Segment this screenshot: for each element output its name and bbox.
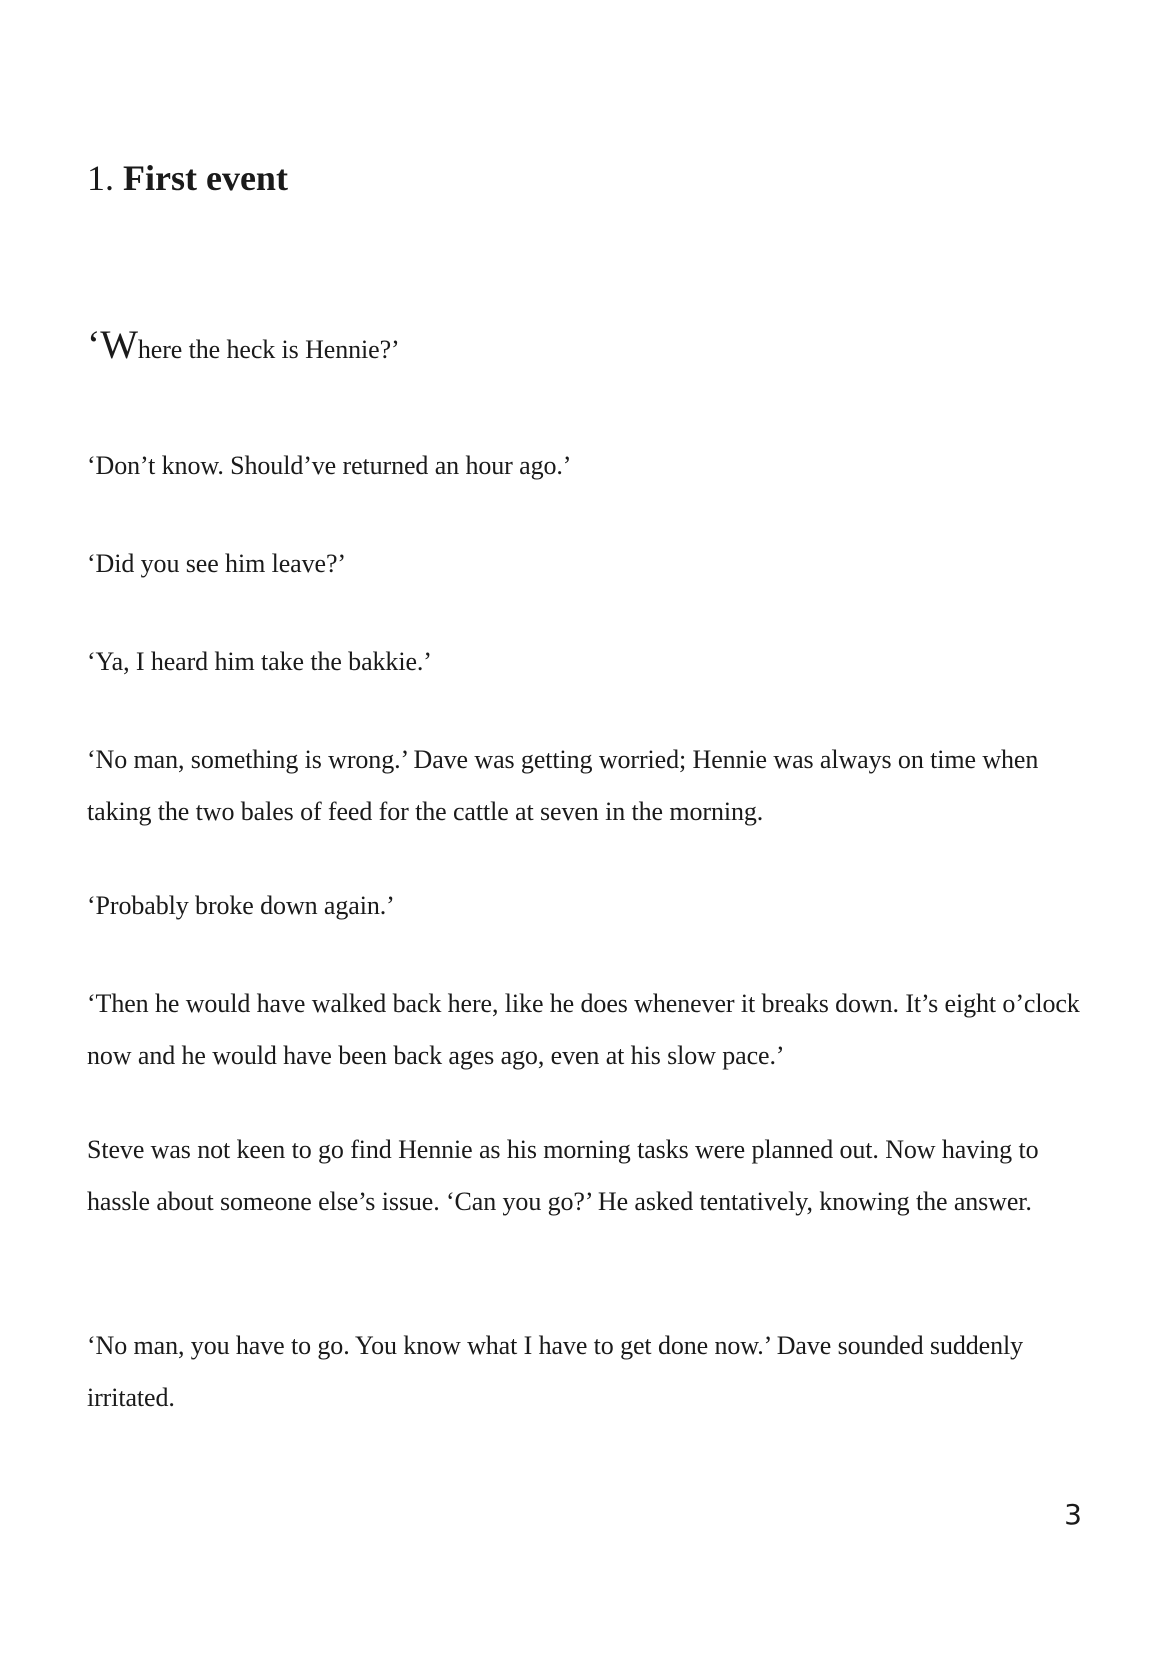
paragraph: ‘Don’t know. Should’ve returned an hour ago.’ (87, 451, 572, 480)
paragraph: ‘Did you see him leave?’ (87, 549, 346, 578)
chapter-heading (87, 156, 288, 200)
paragraph: ‘Ya, I heard him take the bakkie.’ (87, 647, 432, 676)
paragraph: ‘Probably broke down again.’ (87, 891, 395, 920)
opening-text: here the heck is Hennie?’ (137, 335, 400, 364)
paragraph: Steve was not keen to go find Hennie as his morning tasks were planned out. Now having to hassle about someone else’s issue. ‘Can you go?’ He asked tentatively, knowing the answer. (87, 1135, 1039, 1216)
page-number: 3 (1064, 1498, 1082, 1531)
paragraph: ‘Then he would have walked back here, like he does whenever it breaks down. It’s eight o’clock now and he would have been back ages ago, even at his slow pace.’ (87, 989, 1080, 1070)
drop-cap: ‘W (87, 322, 138, 367)
paragraph: ‘No man, something is wrong.’ Dave was getting worried; Hennie was always on time when taking the two bales of feed for the cattle at seven in the morning. (87, 745, 1039, 826)
chapter-title: First event (123, 158, 288, 198)
opening-paragraph (87, 324, 1087, 376)
paragraph: ‘No man, you have to go. You know what I have to get done now.’ Dave sounded suddenly irritated. (87, 1331, 1024, 1412)
chapter-number: 1. (87, 158, 114, 198)
